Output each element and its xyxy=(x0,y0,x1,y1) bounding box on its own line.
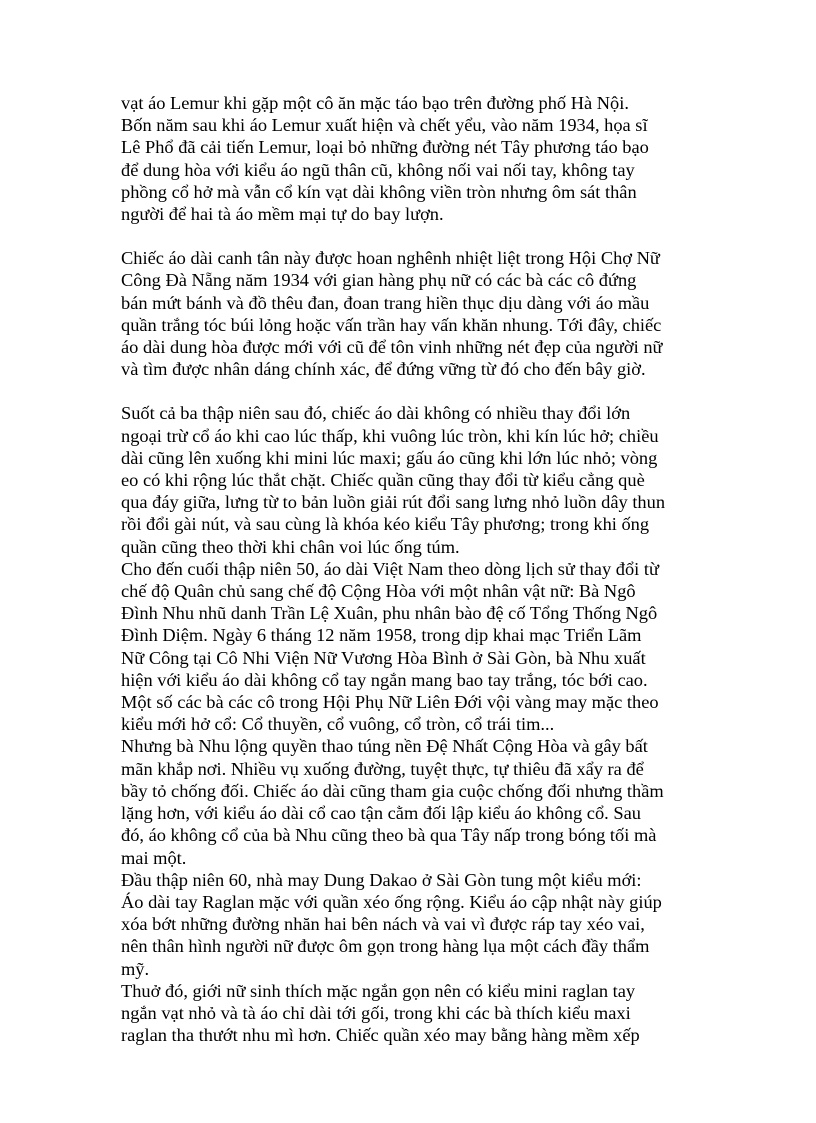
text-line: xóa bớt những đường nhăn hai bên nách và vai vì được ráp tay xéo vai, xyxy=(121,914,645,935)
text-line: Công Đà Nẵng năm 1934 với gian hàng phụ nữ có các bà các cô đứng xyxy=(121,270,637,291)
paragraph xyxy=(121,247,701,380)
text-line: Thuở đó, giới nữ sinh thích mặc ngắn gọn nên có kiểu mini raglan tay xyxy=(121,980,636,1001)
paragraph xyxy=(121,980,701,1047)
text-line: Chiếc áo dài canh tân này được hoan nghênh nhiệt liệt trong Hội Chợ Nữ xyxy=(121,248,660,269)
text-line: kiểu mới hở cổ: Cổ thuyền, cổ vuông, cổ tròn, cổ trái tim... xyxy=(121,714,555,735)
text-line: quần cũng theo thời khi chân voi lúc ống túm. xyxy=(121,536,460,557)
text-line: mai một. xyxy=(121,847,187,868)
text-line: mãn khắp nơi. Nhiều vụ xuống đường, tuyệt thực, tự thiêu đã xẩy ra để xyxy=(121,758,644,779)
text-line: eo có khi rộng lúc thắt chặt. Chiếc quần cũng thay đổi từ kiểu cẳng què xyxy=(121,470,645,491)
paragraph xyxy=(121,869,701,980)
text-line: Áo dài tay Raglan mặc với quần xéo ống rộng. Kiểu áo cập nhật này giúp xyxy=(121,891,662,912)
text-line: ngoại trừ cổ áo khi cao lúc thấp, khi vuông lúc tròn, khi kín lúc hở; chiều xyxy=(121,425,659,446)
text-line: vạt áo Lemur khi gặp một cô ăn mặc táo bạo trên đường phố Hà Nội. xyxy=(121,93,629,113)
text-line: Đình Nhu nhũ danh Trần Lệ Xuân, phu nhân bào đệ cố Tổng Thống Ngô xyxy=(121,603,658,624)
text-line: rồi đổi gài nút, và sau cùng là khóa kéo kiểu Tây phương; trong khi ống xyxy=(121,514,650,535)
text-line: quần trắng tóc búi lỏng hoặc vấn trần hay vấn khăn nhung. Tới đây, chiếc xyxy=(121,314,662,335)
document-page xyxy=(121,92,701,1046)
text-line: Bốn năm sau khi áo Lemur xuất hiện và chết yểu, vào năm 1934, họa sĩ xyxy=(121,115,648,136)
text-line: mỹ. xyxy=(121,958,150,979)
paragraph xyxy=(121,92,701,225)
text-line: Lê Phổ đã cải tiến Lemur, loại bỏ những đường nét Tây phương táo bạo xyxy=(121,137,649,158)
text-line: bầy tỏ chống đối. Chiếc áo dài cũng tham gia cuộc chống đối nhưng thầm xyxy=(121,780,664,801)
paragraph xyxy=(121,558,701,736)
text-line: ngắn vạt nhỏ và tà áo chỉ dài tới gối, trong khi các bà thích kiểu maxi xyxy=(121,1002,631,1023)
text-line: để dung hòa với kiểu áo ngũ thân cũ, không nối vai nối tay, không tay xyxy=(121,159,635,180)
text-line: nên thân hình người nữ được ôm gọn trong hàng lụa một cách đầy thẩm xyxy=(121,936,650,957)
text-line: bán mứt bánh và đồ thêu đan, đoan trang hiền thục dịu dàng với áo mầu xyxy=(121,292,650,313)
text-line: đó, áo không cổ của bà Nhu cũng theo bà qua Tây nấp trong bóng tối mà xyxy=(121,825,657,846)
text-line: lặng hơn, với kiểu áo dài cổ cao tận cằm đối lập kiểu áo không cổ. Sau xyxy=(121,803,641,824)
text-line: áo dài dung hòa được mới với cũ để tôn vinh những nét đẹp của người nữ xyxy=(121,337,663,358)
text-line: Cho đến cuối thập niên 50, áo dài Việt Nam theo dòng lịch sử thay đổi từ xyxy=(121,558,659,579)
text-line: người để hai tà áo mềm mại tự do bay lượn. xyxy=(121,204,444,225)
paragraph xyxy=(121,735,701,868)
text-line: và tìm được nhân dáng chính xác, để đứng vững từ đó cho đến bây giờ. xyxy=(121,359,646,380)
text-line: dài cũng lên xuống khi mini lúc maxi; gấu áo cũng khi lớn lúc nhỏ; vòng xyxy=(121,447,658,468)
paragraph xyxy=(121,402,701,557)
text-line: Đầu thập niên 60, nhà may Dung Dakao ở Sài Gòn tung một kiểu mới: xyxy=(121,869,642,890)
text-line: Nhưng bà Nhu lộng quyền thao túng nền Đệ Nhất Cộng Hòa và gây bất xyxy=(121,736,648,757)
text-line: phồng cổ hở mà vẫn cổ kín vạt dài không viền tròn nhưng ôm sát thân xyxy=(121,181,637,202)
text-line: qua đáy giữa, lưng từ to bản luồn giải rút đổi sang lưng nhỏ luồn dây thun xyxy=(121,492,666,513)
text-line: Đình Diệm. Ngày 6 tháng 12 năm 1958, trong dịp khai mạc Triển Lãm xyxy=(121,625,642,646)
text-line: Một số các bà các cô trong Hội Phụ Nữ Liên Đới vội vàng may mặc theo xyxy=(121,692,659,713)
text-line: chế độ Quân chủ sang chế độ Cộng Hòa với một nhân vật nữ: Bà Ngô xyxy=(121,581,636,602)
text-line: hiện với kiểu áo dài không cổ tay ngắn mang bao tay trắng, tóc bới cao. xyxy=(121,669,648,690)
text-line: Suốt cả ba thập niên sau đó, chiếc áo dài không có nhiều thay đổi lớn xyxy=(121,403,631,424)
text-line: raglan tha thướt nhu mì hơn. Chiếc quần xéo may bằng hàng mềm xếp xyxy=(121,1025,640,1046)
text-line: Nữ Công tại Cô Nhi Viện Nữ Vương Hòa Bình ở Sài Gòn, bà Nhu xuất xyxy=(121,647,646,668)
